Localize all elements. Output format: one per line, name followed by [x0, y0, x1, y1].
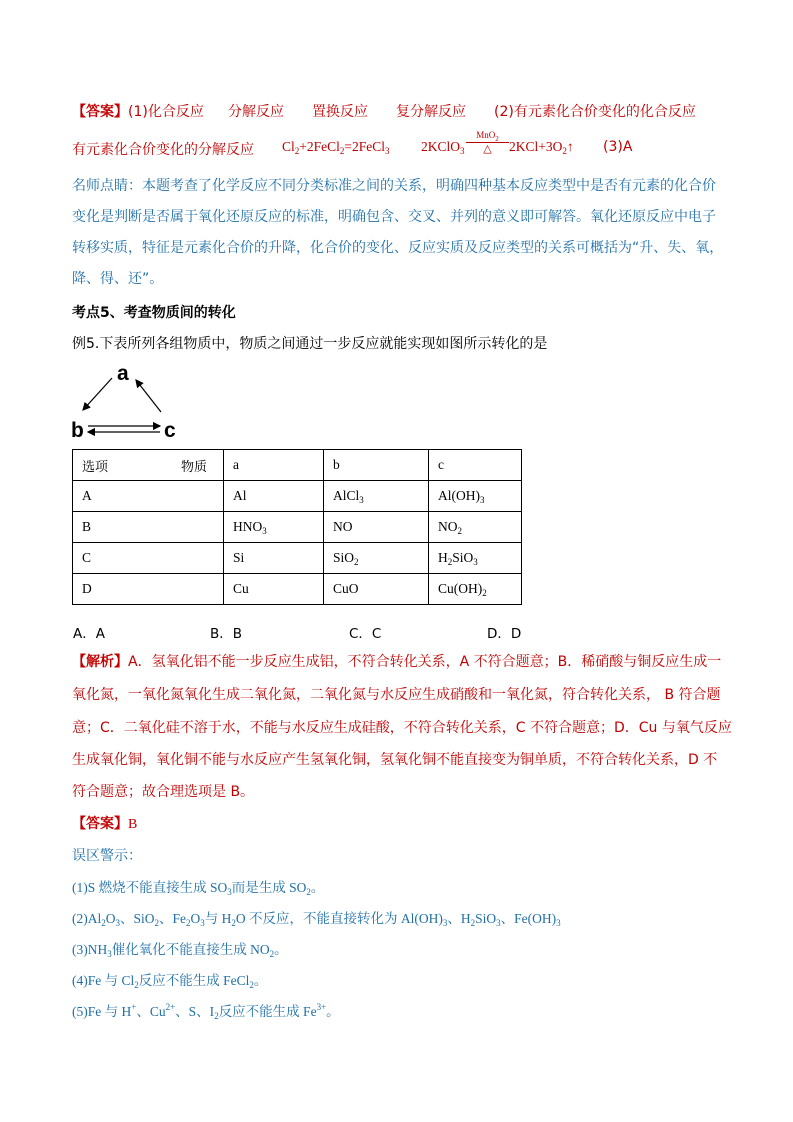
answer-tag: 【答案】	[72, 816, 128, 832]
answer-part: 复分解反应	[396, 104, 466, 120]
table-cell: $NO_2$	[429, 512, 522, 543]
answer-line-1	[72, 101, 204, 121]
warning-item: (4)Fe 与 $Cl_2$反应不能生成 FeCl$_2$。	[72, 973, 268, 990]
conversion-diagram	[70, 360, 190, 442]
final-answer	[72, 814, 137, 835]
analysis-line: 【解析】A．氢氧化铝不能一步反应生成铝，不符合转化关系，A 不符合题意；B．稀硝酸与铜反应生成一	[72, 654, 722, 670]
table-cell: A	[73, 481, 224, 512]
table-cell: Cu	[224, 574, 324, 605]
choice-d[interactable]: D．D	[487, 626, 522, 642]
reaction-condition: MnO$_2$ △	[466, 130, 509, 154]
table-row	[73, 574, 522, 605]
warning-item: $(2)Al_2O_3$、SiO$_2$、$Fe_2O_3$与 $H_2O$ 不反应，不能直接转化为 $Al(OH)_3$、$H_2SiO_3$、$Fe(OH)_3$	[72, 911, 561, 928]
answer-value: B	[128, 817, 138, 832]
table-row	[73, 543, 522, 574]
table-cell: NO	[324, 512, 429, 543]
diagram-label-b: b	[71, 419, 84, 442]
equation-2: 2KClO$_3$	[421, 139, 465, 156]
table-cell: $HNO_3$	[224, 512, 324, 543]
table-cell: C	[73, 543, 224, 574]
comment-line: 名师点睛：本题考查了化学反应不同分类标准之间的关系，明确四种基本反应类型中是否有元素的化合价	[72, 178, 716, 194]
warning-item: $(3)NH_3$催化氧化不能直接生成 $NO_2$。	[72, 942, 288, 959]
table-cell: D	[73, 574, 224, 605]
analysis-line: 意；C．二氧化硅不溶于水，不能与水反应生成硅酸，不符合转化关系，C 不符合题意；D．Cu 与氧气反应	[72, 720, 732, 736]
arrow-a-to-b	[83, 378, 112, 410]
table-cell: AlCl$_3$	[324, 481, 429, 512]
answer-part: (2)有元素化合价变化的化合反应	[494, 104, 696, 120]
warning-item: (5)Fe 与 H+、$Cu^{2+}$、S、$I_2$反应不能生成 $Fe^{3+}$。	[72, 1002, 340, 1021]
comment-line: 降、得、还”。	[72, 271, 164, 287]
warning-title: 误区警示：	[72, 848, 142, 864]
table-cell: $H_2SiO_3$	[429, 543, 522, 574]
table-header-cell: c	[429, 450, 522, 481]
answer-part: (1)化合反应	[128, 104, 204, 120]
comment-line: 变化是判断是否属于氧化还原反应的标准，明确包含、交叉、并列的意义即可解答。氧化还原反应中电子	[72, 209, 716, 225]
table-cell: SiO$_2$	[324, 543, 429, 574]
header-diagonal	[72, 449, 224, 482]
equation-2-products: $2KCl+3O_2↑$	[509, 139, 574, 156]
table-cell: B	[73, 512, 224, 543]
analysis-tag: 【解析】	[72, 654, 128, 670]
table-row	[73, 481, 522, 512]
diagram-label-c: c	[164, 419, 176, 442]
answer-part: (3)A	[603, 139, 633, 155]
section-title: 考点5、考查物质间的转化	[72, 305, 236, 321]
choice-a[interactable]: A．A	[73, 626, 105, 642]
table-header-cell: a	[224, 450, 324, 481]
table-cell: $Cu(OH)_2$	[429, 574, 522, 605]
table-cell: Al	[224, 481, 324, 512]
warning-item: (1)S 燃烧不能直接生成 $SO_3$而是生成 $SO_2$。	[72, 880, 325, 897]
arrow-c-to-a	[136, 380, 161, 412]
answer-part: 置换反应	[312, 104, 368, 120]
choice-b[interactable]: B．B	[210, 626, 243, 642]
analysis-line: 符合题意；故合理选项是 B。	[72, 784, 255, 800]
table-cell: CuO	[324, 574, 429, 605]
choice-c[interactable]: C．C	[349, 626, 382, 642]
header-option-label: 选项	[82, 459, 109, 475]
table-cell: $Al(OH)_3$	[429, 481, 522, 512]
analysis-line: 氧化氮，一氧化氮氧化生成二氧化氮，二氧化氮与水反应生成硝酸和一氧化氮，符合转化关系， B 符合题	[72, 687, 721, 703]
answer-tag: 【答案】	[72, 104, 128, 120]
header-substance-label: 物质	[181, 459, 208, 475]
diagram-label-a: a	[117, 362, 129, 385]
question-text: 例5.下表所列各组物质中，物质之间通过一步反应就能实现如图所示转化的是	[72, 336, 548, 352]
analysis-line: 生成氧化铜，氧化铜不能与水反应产生氢氧化铜，氢氧化铜不能直接变为铜单质，不符合转化关系，D 不	[72, 752, 718, 768]
answer-line-2: 有元素化合价变化的分解反应	[72, 142, 254, 158]
table-row	[73, 512, 522, 543]
comment-line: 转移实质，特征是元素化合价的升降，化合价的变化、反应实质及反应类型的关系可概括为“升、失、氧，	[72, 240, 724, 256]
table-cell: Si	[224, 543, 324, 574]
equation-1: $Cl_2+2FeCl_2=2FeCl_3$	[282, 139, 390, 156]
table-header-cell: b	[324, 450, 429, 481]
answer-part: 分解反应	[228, 104, 284, 120]
